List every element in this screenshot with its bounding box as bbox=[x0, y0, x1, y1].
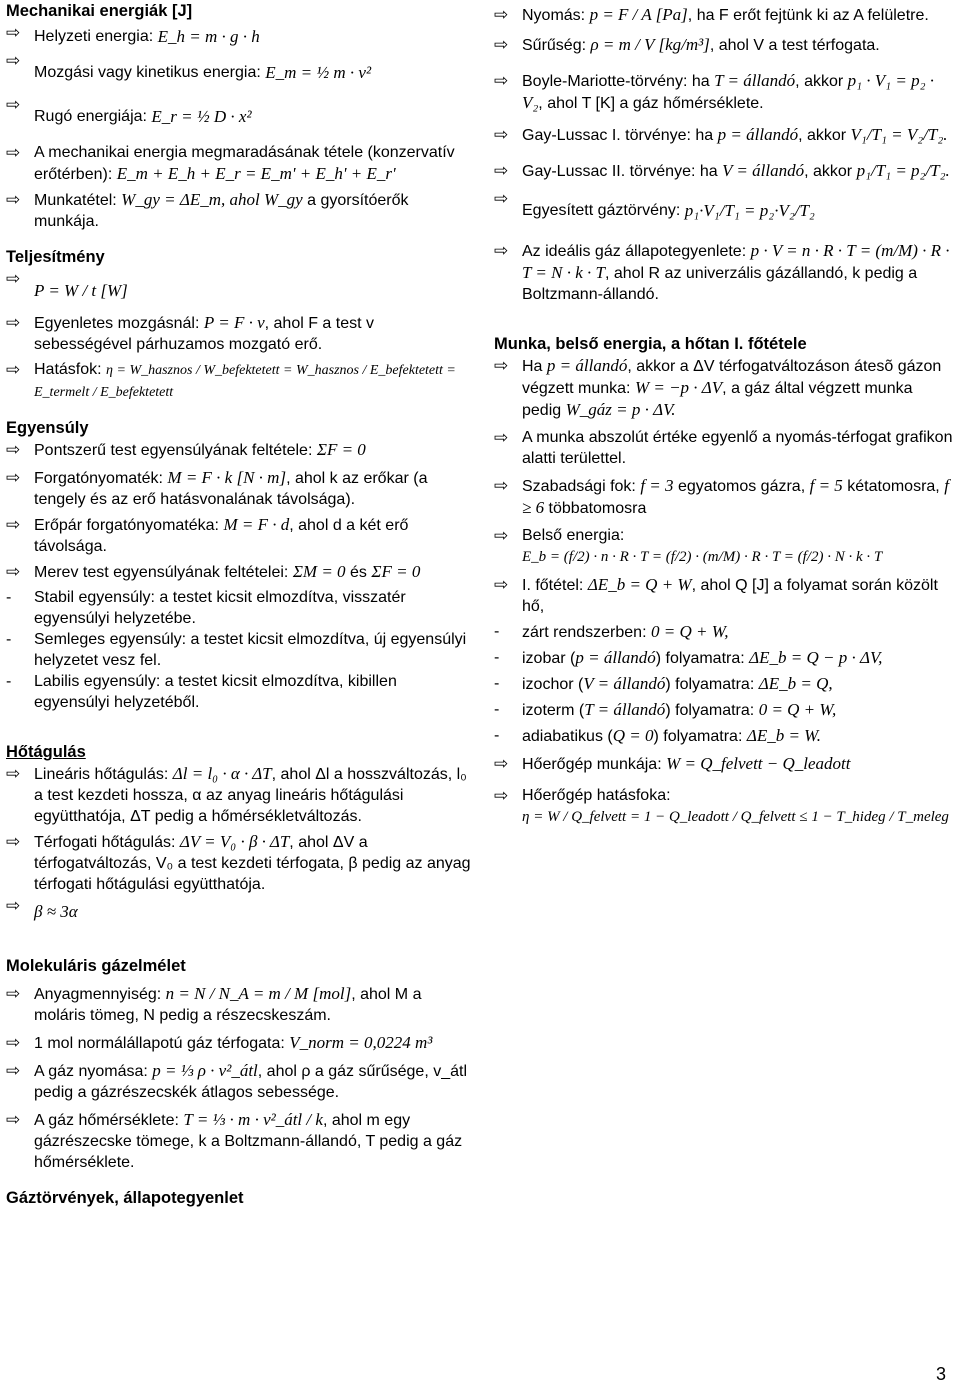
heading-thermal-expansion: Hőtágulás bbox=[6, 743, 86, 761]
item-label: Rugó energiája: bbox=[34, 107, 147, 125]
heading-work-internal-energy: Munka, belső energia, a hőtan I. főtétele bbox=[494, 335, 807, 353]
list-item bbox=[494, 475, 956, 519]
formula: T = állandó bbox=[584, 700, 666, 719]
formula: η = W_hasznos / W_befektetett = W_hasznos / E_befektetett = E_termelt / E_befektetett bbox=[34, 363, 456, 400]
formula: n = N / N_A = m / M [mol] bbox=[165, 984, 352, 1003]
formula: p₁·V₁/T₁ = p₂·V₂/T₂ bbox=[684, 200, 815, 220]
item-text: , ahol m egy gázrészecske tömege, k a Boltzmann-állandó, T pedig a gáz hőmérséklete. bbox=[34, 1112, 463, 1171]
item-label: Munkatétel: bbox=[34, 192, 117, 209]
item-label: Nyomás: bbox=[522, 7, 586, 24]
list-item bbox=[6, 587, 472, 629]
item-label: Egyesített gáztörvény: bbox=[522, 201, 681, 219]
arrow-icon: ⇨ bbox=[6, 269, 21, 288]
item-text: , akkor a ΔV térfogatváltozáson átesõ gázon végzett munka: bbox=[522, 358, 942, 397]
left-column bbox=[6, 0, 472, 1209]
dash-marker: - bbox=[6, 673, 12, 690]
arrow-icon: ⇨ bbox=[494, 526, 509, 545]
dash-marker: - bbox=[494, 623, 500, 640]
item-text: Labilis egyensúly: a testet kicsit elmozdítva, kibillen egyensúlyi helyzetéből. bbox=[34, 673, 397, 711]
formula: p · V = n · R · T = (m/M) · R · T = N · k · T bbox=[522, 241, 950, 282]
arrow-icon: ⇨ bbox=[494, 754, 509, 773]
list-item bbox=[6, 50, 472, 94]
item-label: izobar ( bbox=[522, 650, 576, 667]
item-text: , ha F erőt fejtünk ki az A felületre. bbox=[687, 7, 929, 24]
item-text: egyatomos gázra, bbox=[677, 478, 806, 495]
item-text: és bbox=[350, 564, 367, 581]
formula: W_gáz = p · ΔV. bbox=[565, 400, 676, 419]
arrow-icon: ⇨ bbox=[6, 143, 21, 162]
list-item bbox=[6, 831, 472, 895]
item-text: , ahol M a moláris tömeg, N pedig a részecskeszám. bbox=[34, 986, 422, 1024]
list-item bbox=[6, 22, 472, 50]
arrow-icon: ⇨ bbox=[494, 125, 509, 144]
formula: T = állandó bbox=[714, 71, 796, 90]
formula: ΔE_b = Q − p · ΔV, bbox=[749, 648, 883, 667]
dash-marker: - bbox=[6, 631, 12, 648]
right-column bbox=[494, 0, 956, 828]
list-item bbox=[494, 240, 956, 305]
item-text: többatomosra bbox=[548, 500, 647, 517]
arrow-icon: ⇨ bbox=[6, 764, 21, 783]
item-text: , ahol ΔV a térfogatváltozás, V₀ a test kezdeti térfogata, β pedig az anyag térfogati hőtágulási együtthatója. bbox=[34, 834, 471, 893]
heading-molecular-gas-theory: Molekuláris gázelmélet bbox=[6, 957, 186, 975]
item-text: , a gáz által végzett munka pedig bbox=[522, 380, 913, 419]
list-item bbox=[6, 1060, 472, 1103]
item-label: Sűrűség: bbox=[522, 37, 587, 54]
arrow-icon: ⇨ bbox=[6, 562, 21, 581]
arrow-icon: ⇨ bbox=[6, 360, 21, 379]
item-text: A mechanikai energia megmaradásának tétele (konzervatív erőtérben): bbox=[34, 144, 455, 183]
item-label: Gay-Lussac I. törvénye: ha bbox=[522, 127, 714, 144]
item-label: Hőerőgép munkája: bbox=[522, 756, 662, 773]
item-label: Mozgási vagy kinetikus energia: bbox=[34, 63, 261, 81]
item-text: , ahol k az erőkar (a tengely és az erő hatásvonalának távolsága). bbox=[34, 470, 428, 508]
formula: E_r = ½ D · x² bbox=[151, 106, 252, 126]
item-label: izoterm ( bbox=[522, 702, 585, 719]
formula: f = 5 bbox=[809, 476, 843, 495]
item-text: , ahol Δl a hosszváltozás, l₀ a test kezdeti hossza, α az anyag lineáris hőtágulási együtthatója, ΔT pedig a hőmérsékletváltozás. bbox=[34, 766, 467, 825]
item-label: Pontszerű test egyensúlyának feltétele: bbox=[34, 442, 313, 459]
list-item bbox=[494, 621, 956, 643]
arrow-icon: ⇨ bbox=[6, 95, 21, 114]
formula: V = állandó bbox=[722, 161, 805, 180]
dash-marker: - bbox=[494, 649, 500, 666]
formula: ΣF = 0 bbox=[316, 440, 366, 459]
arrow-icon: ⇨ bbox=[6, 23, 21, 42]
item-label: A gáz nyomása: bbox=[34, 1063, 148, 1080]
formula: ΔE_b = W. bbox=[746, 726, 822, 745]
item-text: Stabil egyensúly: a testet kicsit elmozdítva, visszatér egyensúlyi helyzetébe. bbox=[34, 589, 406, 627]
formula: E_m + E_h + E_r = E_m' + E_h' + E_r' bbox=[116, 164, 396, 183]
item-label: Merev test egyensúlyának feltételei: bbox=[34, 564, 289, 581]
formula: f = 3 bbox=[640, 476, 674, 495]
item-label: Belső energia: bbox=[522, 527, 625, 544]
item-label: Lineáris hőtágulás: bbox=[34, 766, 169, 783]
list-item bbox=[494, 188, 956, 232]
arrow-icon: ⇨ bbox=[6, 515, 21, 534]
item-text: ) folyamatra: bbox=[655, 650, 745, 667]
list-item bbox=[6, 268, 472, 312]
item-text: ) folyamatra: bbox=[665, 702, 755, 719]
list-item bbox=[494, 355, 956, 421]
formula: V = állandó bbox=[583, 674, 666, 693]
formula: M = F · d bbox=[223, 515, 290, 534]
arrow-icon: ⇨ bbox=[494, 476, 509, 495]
arrow-icon: ⇨ bbox=[494, 356, 509, 375]
arrow-icon: ⇨ bbox=[494, 428, 509, 447]
formula: p₁/T₁ = p₂/T₂. bbox=[856, 161, 950, 180]
arrow-icon: ⇨ bbox=[494, 35, 509, 54]
item-label: Helyzeti energia: bbox=[34, 27, 154, 45]
heading-gas-laws: Gáztörvények, állapotegyenlet bbox=[6, 1189, 244, 1207]
item-text: , ahol R az univerzális gázállandó, k pedig a Boltzmann-állandó. bbox=[522, 265, 918, 303]
formula: W = Q_felvett − Q_leadott bbox=[666, 754, 851, 773]
arrow-icon: ⇨ bbox=[6, 896, 21, 915]
list-item bbox=[6, 189, 472, 232]
item-label: Forgatónyomaték: bbox=[34, 470, 163, 487]
formula: 0 = Q + W, bbox=[758, 700, 837, 719]
item-text: , ahol T [K] a gáz hőmérséklete. bbox=[538, 95, 764, 112]
item-label: Gay-Lussac II. törvénye: ha bbox=[522, 163, 718, 180]
formula: p = állandó bbox=[717, 125, 799, 144]
item-text: ) folyamatra: bbox=[653, 728, 743, 745]
item-label: Az ideális gáz állapotegyenlete: bbox=[522, 243, 747, 260]
list-item bbox=[6, 671, 472, 713]
item-label: Ha bbox=[522, 358, 543, 375]
list-item bbox=[494, 70, 956, 114]
formula: ΔE_b = Q, bbox=[758, 674, 833, 693]
item-label: Térfogati hőtágulás: bbox=[34, 834, 176, 851]
item-label: adiabatikus ( bbox=[522, 728, 613, 745]
item-label: Egyenletes mozgásnál: bbox=[34, 315, 200, 332]
arrow-icon: ⇨ bbox=[494, 241, 509, 260]
list-item bbox=[494, 525, 956, 568]
item-text: , ahol ρ a gáz sűrűsége, v_átl pedig a gázrészecskék átlagos sebessége. bbox=[34, 1063, 468, 1101]
list-item bbox=[494, 785, 956, 828]
arrow-icon: ⇨ bbox=[6, 1033, 21, 1052]
list-item bbox=[494, 753, 956, 775]
heading-power: Teljesítmény bbox=[6, 248, 105, 266]
arrow-icon: ⇨ bbox=[6, 440, 21, 459]
formula: β ≈ 3α bbox=[34, 901, 78, 921]
item-text: , ahol V a test térfogata. bbox=[709, 37, 880, 54]
formula: W = −p · ΔV bbox=[634, 378, 723, 397]
list-item bbox=[6, 312, 472, 355]
formula: p₁ · V₁ = p₂ · V₂ bbox=[522, 71, 934, 112]
item-label: Anyagmennyiség: bbox=[34, 986, 162, 1003]
formula: V₁/T₁ = V₂/T₂. bbox=[850, 125, 948, 144]
list-item bbox=[6, 983, 472, 1026]
list-item bbox=[494, 160, 956, 182]
formula: P = F · v bbox=[203, 313, 265, 332]
formula: Q = 0 bbox=[612, 726, 654, 745]
list-item bbox=[6, 142, 472, 185]
arrow-icon: ⇨ bbox=[6, 1110, 21, 1129]
list-item bbox=[494, 427, 956, 469]
formula: Δl = l₀ · α · ΔT bbox=[172, 764, 272, 783]
formula: ΣF = 0 bbox=[371, 562, 421, 581]
item-label: A gáz hőmérséklete: bbox=[34, 1112, 179, 1129]
list-item bbox=[6, 561, 472, 583]
heading-equilibrium: Egyensúly bbox=[6, 419, 89, 437]
item-text: , ahol F a test v sebességével párhuzamos mozgató erő. bbox=[34, 315, 375, 353]
list-item bbox=[6, 763, 472, 827]
item-label: zárt rendszerben: bbox=[522, 624, 647, 641]
dash-marker: - bbox=[494, 701, 500, 718]
item-label: Hőerőgép hatásfoka: bbox=[522, 787, 671, 804]
list-item bbox=[6, 895, 472, 927]
arrow-icon: ⇨ bbox=[6, 51, 21, 70]
item-label: 1 mol normálállapotú gáz térfogata: bbox=[34, 1035, 285, 1052]
item-label: Erőpár forgatónyomatéka: bbox=[34, 517, 219, 534]
item-label: Szabadsági fok: bbox=[522, 478, 636, 495]
formula: p = állandó bbox=[575, 648, 656, 667]
formula: E_b = (f/2) · n · R · T = (f/2) · (m/M) · R · T = (f/2) · N · k · T bbox=[522, 549, 883, 565]
item-text: , akkor bbox=[804, 163, 853, 180]
list-item bbox=[6, 514, 472, 557]
arrow-icon: ⇨ bbox=[494, 189, 509, 208]
list-item bbox=[494, 673, 956, 695]
list-item bbox=[494, 647, 956, 669]
arrow-icon: ⇨ bbox=[6, 468, 21, 487]
item-label: izochor ( bbox=[522, 676, 584, 693]
formula: p = ⅓ ρ · v²_átl bbox=[152, 1061, 258, 1080]
item-label: I. főtétel: bbox=[522, 577, 584, 594]
list-item bbox=[6, 359, 472, 403]
list-item bbox=[6, 1109, 472, 1173]
arrow-icon: ⇨ bbox=[6, 832, 21, 851]
heading-mechanical-energies: Mechanikai energiák [J] bbox=[6, 2, 193, 20]
list-item bbox=[6, 1032, 472, 1054]
item-text: ) folyamatra: bbox=[665, 676, 755, 693]
arrow-icon: ⇨ bbox=[6, 1061, 21, 1080]
list-item bbox=[494, 4, 956, 26]
formula: 0 = Q + W, bbox=[650, 622, 729, 641]
item-text: , akkor bbox=[795, 73, 844, 90]
arrow-icon: ⇨ bbox=[494, 575, 509, 594]
formula: p = F / A [Pa] bbox=[589, 5, 688, 24]
item-text: , ahol d a két erő távolsága. bbox=[34, 517, 409, 555]
formula: E_h = m · g · h bbox=[157, 26, 260, 46]
list-item bbox=[6, 94, 472, 138]
formula: V_norm = 0,0224 m³ bbox=[289, 1033, 433, 1052]
dash-marker: - bbox=[494, 727, 500, 744]
arrow-icon: ⇨ bbox=[494, 71, 509, 90]
formula: M = F · k [N · m] bbox=[167, 468, 287, 487]
list-item bbox=[6, 467, 472, 510]
formula: ΣM = 0 bbox=[292, 562, 346, 581]
page-number: 3 bbox=[935, 1364, 946, 1384]
arrow-icon: ⇨ bbox=[6, 190, 21, 209]
list-item bbox=[494, 34, 956, 56]
arrow-icon: ⇨ bbox=[494, 5, 509, 24]
formula: ρ = m / V [kg/m³] bbox=[590, 35, 710, 54]
dash-marker: - bbox=[494, 675, 500, 692]
formula: P = W / t [W] bbox=[34, 280, 128, 300]
formula: ΔV = V₀ · β · ΔT bbox=[179, 832, 290, 851]
formula: η = W / Q_felvett = 1 − Q_leadott / Q_felvett ≤ 1 − T_hideg / T_meleg bbox=[522, 809, 949, 825]
list-item bbox=[494, 699, 956, 721]
arrow-icon: ⇨ bbox=[494, 786, 509, 805]
arrow-icon: ⇨ bbox=[494, 161, 509, 180]
formula: T = ⅓ · m · v²_átl / k bbox=[183, 1110, 323, 1129]
item-label: Boyle-Mariotte-törvény: ha bbox=[522, 73, 710, 90]
formula: p = állandó bbox=[546, 356, 628, 375]
item-text: A munka abszolút értéke egyenlő a nyomás-térfogat grafikon alatti területtel. bbox=[522, 429, 953, 467]
list-item bbox=[494, 725, 956, 747]
formula: ΔE_b = Q + W bbox=[587, 575, 692, 594]
dash-marker: - bbox=[6, 589, 12, 606]
item-label: Hatásfok: bbox=[34, 361, 102, 378]
formula: E_m = ½ m · v² bbox=[265, 62, 372, 82]
arrow-icon: ⇨ bbox=[6, 984, 21, 1003]
item-text: a gyorsítóerők munkája. bbox=[34, 192, 409, 230]
item-text: , akkor bbox=[798, 127, 847, 144]
list-item bbox=[494, 574, 956, 617]
item-text: kétatomosra, bbox=[847, 478, 940, 495]
list-item bbox=[6, 439, 472, 461]
list-item bbox=[494, 124, 956, 146]
formula: f ≥ 6 bbox=[522, 476, 949, 517]
arrow-icon: ⇨ bbox=[6, 313, 21, 332]
item-text: Semleges egyensúly: a testet kicsit elmozdítva, új egyensúlyi helyzetet vesz fel. bbox=[34, 631, 467, 669]
formula: W_gy = ΔE_m, ahol W_gy bbox=[121, 190, 303, 209]
item-text: , ahol Q [J] a folyamat során közölt hő, bbox=[522, 577, 938, 615]
list-item bbox=[6, 629, 472, 671]
